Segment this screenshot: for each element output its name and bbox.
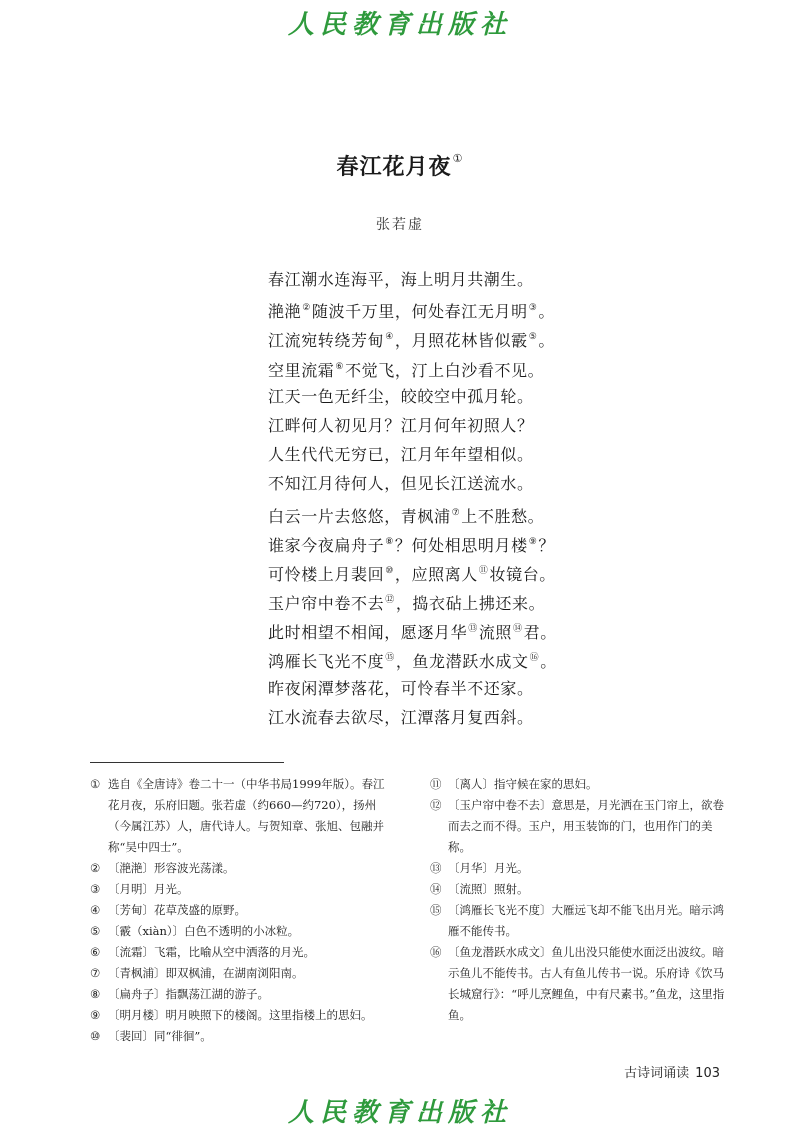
poem-text: 此时相望不相闻，愿逐月华 (268, 623, 468, 643)
footnote-marker: ② (302, 303, 311, 314)
footnote (90, 858, 390, 879)
footnote-marker: ⑦ (451, 507, 461, 518)
poem-text: 不觉飞，汀上白沙看不见。 (345, 360, 545, 380)
footnote-number: ⑫ (430, 798, 442, 812)
poem-line (268, 528, 588, 557)
poem-line (268, 557, 588, 586)
footnote-text: 〔流照〕照射。 (448, 882, 529, 896)
footnote (90, 942, 390, 963)
footnote-text: 选自《全唐诗》卷二十一（中华书局1999年版）。春江花月夜，乐府旧题。张若虚（约660—约720），扬州（今属江苏）人，唐代诗人。与贺知章、张旭、包融并称“吴中四士”。 (108, 777, 385, 854)
footnote-marker: ⑧ (385, 536, 394, 547)
footnote (430, 858, 730, 879)
footnote (430, 774, 730, 795)
footnote-marker: ⑨ (528, 536, 538, 547)
footnote-text: 〔流霜〕飞霜，比喻从空中洒落的月光。 (108, 945, 315, 959)
poem-text: 君。 (523, 623, 557, 643)
footnote-number: ⑦ (90, 966, 101, 980)
poem-line (268, 703, 588, 732)
footnote (90, 1026, 390, 1047)
footnote-marker: ⑮ (385, 653, 395, 664)
poem-line (268, 411, 588, 440)
footer-section-title: 古诗词诵读 (624, 1066, 690, 1081)
footnote-text: 〔滟滟〕形容波光荡漾。 (108, 861, 235, 875)
footnote-marker: ④ (385, 332, 394, 343)
footnote-text: 〔裴回〕同“徘徊”。 (108, 1029, 212, 1043)
poem-text: 春江潮水连海平，海上明月共潮生。 (268, 270, 534, 289)
footnote-number: ⑭ (430, 882, 442, 896)
poem-line (268, 265, 588, 294)
publisher-logo-bottom: 人民教育出版社 (287, 1098, 512, 1128)
footnote-number: ⑥ (90, 945, 101, 959)
poem-text: 江水流春去欲尽，江潭落月复西斜。 (268, 707, 534, 727)
poem-text: 。 (538, 331, 555, 351)
footnote (90, 879, 390, 900)
footnote-number: ⑯ (430, 945, 442, 959)
page-footer (624, 1062, 720, 1081)
footnote-marker: ⑭ (513, 624, 523, 635)
footnote-number: ③ (90, 882, 101, 896)
poem-line (268, 644, 588, 673)
poem-text: 流照 (478, 623, 513, 643)
poem-text: ？何处相思明月楼 (394, 535, 528, 555)
footnote-marker: ⑩ (385, 565, 394, 576)
footnote-marker: ⑪ (478, 565, 489, 576)
footnote-text: 〔月明〕月光。 (108, 882, 189, 896)
footnote (90, 1005, 390, 1026)
footnote-text: 〔离人〕指守候在家的思妇。 (448, 777, 598, 791)
footnote-marker: ⑤ (528, 332, 538, 343)
footnote-number: ⑨ (90, 1008, 101, 1022)
footnote (90, 984, 390, 1005)
footnote (430, 942, 730, 1026)
poem-line (268, 674, 588, 703)
footnote (90, 900, 390, 921)
poem-text: 空里流霜 (268, 360, 335, 380)
footnote-number: ② (90, 861, 101, 875)
poem-line (268, 499, 588, 528)
footnote-text: 〔明月楼〕明月映照下的楼阁。这里指楼上的思妇。 (108, 1008, 373, 1022)
poem-text: 白云一片去悠悠，青枫浦 (268, 506, 451, 526)
poem-text: 鸿雁长飞光不度 (268, 652, 385, 672)
title-footnote-marker: ① (452, 152, 464, 165)
poem-text: 随波千万里，何处春江无月明 (311, 302, 528, 322)
footnote (90, 774, 390, 858)
poem-line (268, 586, 588, 615)
footnote (430, 879, 730, 900)
footnote-number: ① (90, 777, 101, 791)
footnote-marker: ③ (528, 303, 538, 314)
footnote (430, 795, 730, 858)
poem-line (268, 440, 588, 469)
footnote-number: ⑩ (90, 1029, 101, 1043)
poem-text: 人生代代无穷已，江月年年望相似。 (268, 445, 534, 465)
poem-text: 。 (540, 652, 557, 672)
footnote-marker: ⑫ (385, 595, 395, 606)
poem-text: 妆镜台。 (489, 564, 556, 584)
footnote-number: ⑤ (90, 924, 101, 938)
footnote (90, 921, 390, 942)
footnote-divider (90, 762, 284, 763)
poem-text: 可怜楼上月裴回 (268, 564, 385, 584)
poem-title (0, 150, 800, 181)
poem-text: ，鱼龙潜跃水成文 (395, 652, 529, 672)
poem-text: 昨夜闲潭梦落花，可怜春半不还家。 (268, 678, 534, 698)
footnotes-right-column (430, 774, 730, 1026)
poem-text: 谁家今夜扁舟子 (268, 535, 385, 555)
footnote (430, 900, 730, 942)
footnote-number: ⑪ (430, 777, 442, 791)
publisher-logo-top: 人民教育出版社 (287, 10, 512, 40)
footnote-text: 〔月华〕月光。 (448, 861, 529, 875)
footnote-text: 〔霰（xiàn）〕白色不透明的小冰粒。 (108, 924, 300, 938)
footnote-text: 〔芳甸〕花草茂盛的原野。 (108, 903, 246, 917)
poem-line (268, 469, 588, 498)
footnote-text: 〔青枫浦〕即双枫浦，在湖南浏阳南。 (108, 966, 304, 980)
poem-text: 不知江月待何人，但见长江送流水。 (268, 474, 534, 494)
poem-text: ？ (538, 535, 555, 555)
poem-body (268, 265, 588, 732)
poem-line (268, 382, 588, 411)
footnote-marker: ⑯ (529, 653, 540, 664)
poem-text: 江天一色无纤尘，皎皎空中孤月轮。 (268, 386, 534, 406)
poem-line (268, 353, 588, 382)
footnote-number: ⑬ (430, 861, 442, 875)
footnote-text: 〔鸿雁长飞光不度〕大雁远飞却不能飞出月光。暗示鸿雁不能传书。 (448, 903, 724, 938)
poem-text: 。 (538, 302, 555, 322)
poem-text: 江流宛转绕芳甸 (268, 331, 385, 351)
poem-line (268, 615, 588, 644)
footnote-marker: ⑥ (335, 361, 345, 372)
poem-text: 上不胜愁。 (461, 506, 545, 526)
poem-text: ，应照离人 (394, 564, 478, 584)
page-number: 103 (695, 1066, 720, 1081)
poem-line (268, 323, 588, 352)
footnote-marker: ⑬ (468, 624, 478, 635)
poem-text: ，捣衣砧上拂还来。 (395, 594, 546, 614)
footnote-number: ④ (90, 903, 101, 917)
poem-text: ，月照花林皆似霰 (394, 331, 528, 351)
poem-line (268, 294, 588, 323)
footnote (90, 963, 390, 984)
footnote-text: 〔鱼龙潜跃水成文〕鱼儿出没只能使水面泛出波纹。暗示鱼儿不能传书。古人有鱼儿传书一说。乐府诗《饮马长城窟行》：“呼儿烹鲤鱼，中有尺素书。”鱼龙，这里指鱼。 (448, 945, 725, 1022)
footnote-number: ⑧ (90, 987, 101, 1001)
footnotes-left-column (90, 774, 390, 1047)
poem-title-text: 春江花月夜 (336, 154, 452, 180)
footnote-number: ⑮ (430, 903, 442, 917)
poem-author: 张若虚 (376, 217, 424, 233)
footnote-text: 〔扁舟子〕指飘荡江湖的游子。 (108, 987, 269, 1001)
poem-text: 江畔何人初见月？江月何年初照人？ (268, 415, 534, 435)
poem-text: 滟滟 (268, 302, 302, 322)
poem-text: 玉户帘中卷不去 (268, 594, 385, 614)
footnote-text: 〔玉户帘中卷不去〕意思是，月光洒在玉门帘上，欲卷而去之而不得。玉户，用玉装饰的门，也用作门的美称。 (448, 798, 724, 854)
